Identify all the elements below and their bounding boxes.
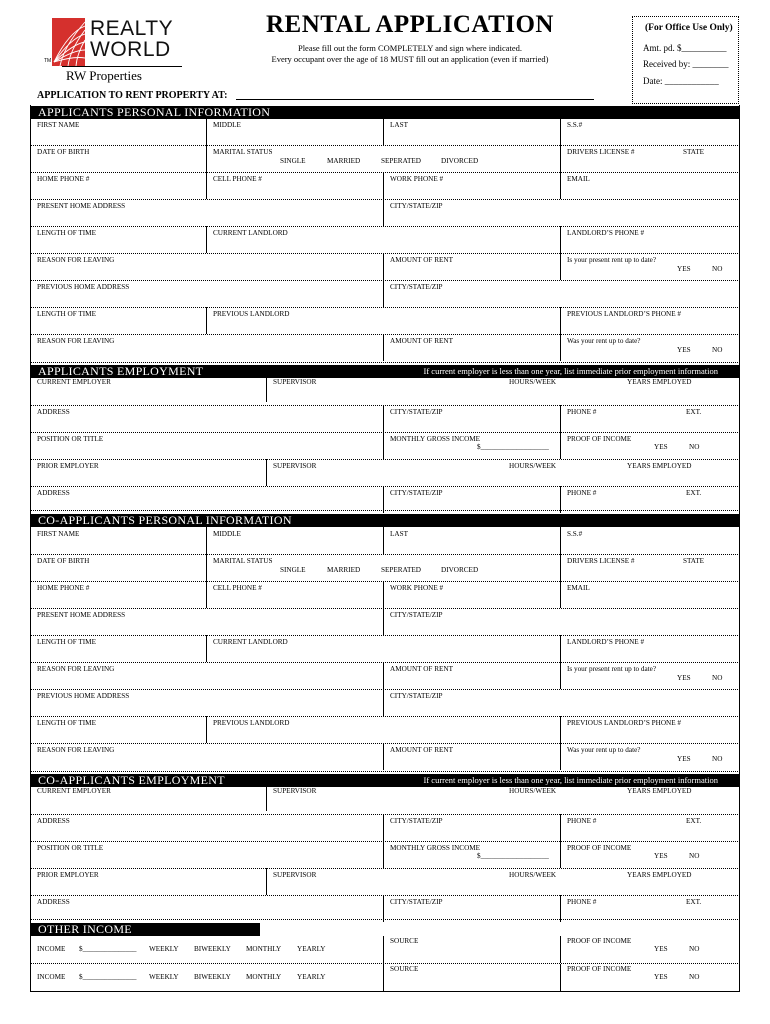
applicant-prev-reason-leaving-field[interactable]: REASON FOR LEAVING [37,337,115,345]
office-use-box [632,16,739,104]
applicant-prev-rent-no-option[interactable]: NO [712,346,723,354]
applicant-prev-amount-rent-field[interactable]: AMOUNT OF RENT [390,337,453,345]
property-address-field[interactable] [236,99,594,100]
row-divider [30,459,740,460]
applicant-marital-status-label: MARITAL STATUS [213,148,273,156]
applicant-divorced-option[interactable]: DIVORCED [441,157,479,165]
row-divider [30,253,740,254]
coapplicant-proof-income-label: PROOF OF INCOME [567,844,632,852]
coapplicant-prev-landlord-phone-field[interactable]: PREVIOUS LANDLORD’S PHONE # [567,719,682,727]
income-1-label: INCOME [37,945,66,953]
row-divider [30,716,740,717]
coapplicant-married-option[interactable]: MARRIED [327,566,361,574]
coapplicant-work-phone-field[interactable]: WORK PHONE # [390,584,444,592]
row-divider [30,963,740,964]
column-divider [560,936,561,963]
column-divider [383,841,384,868]
column-divider [560,253,561,280]
coapplicant-prior-years-field[interactable]: YEARS EMPLOYED [627,871,692,879]
column-divider [383,895,384,922]
coapplicant-prior-phone-field[interactable]: PHONE # [567,898,597,906]
row-divider [30,334,740,335]
row-divider [30,743,740,744]
column-divider [206,226,207,253]
column-divider [206,527,207,554]
coapplicant-hours-week-field[interactable]: HOURS/WEEK [509,787,557,795]
applicant-prev-landlord-phone-field[interactable]: PREVIOUS LANDLORD’S PHONE # [567,310,682,318]
applicant-proof-income-label: PROOF OF INCOME [567,435,632,443]
column-divider [206,716,207,743]
column-divider [560,118,561,145]
coapplicant-employment-header-title: CO-APPLICANTS EMPLOYMENT [38,773,225,787]
row-divider [30,771,740,772]
row-divider [30,635,740,636]
applicant-dob-field[interactable]: DATE OF BIRTH [37,148,90,156]
company-name: RW Properties [66,68,142,83]
coapplicant-personal-header [30,514,740,527]
coapplicant-prior-hours-field[interactable]: HOURS/WEEK [509,871,557,879]
income-2-weekly-option[interactable]: WEEKLY [149,973,179,981]
instructions-line-2: Every occupant over the age of 18 MUST fill out an application (even if married) [271,54,549,64]
logo-mark-icon [52,18,85,66]
row-divider [30,199,740,200]
coapplicant-present-city-field[interactable]: CITY/STATE/ZIP [390,611,443,619]
coapplicant-single-option[interactable]: SINGLE [280,566,306,574]
coapplicant-prev-rent-yes-option[interactable]: YES [677,755,691,763]
income-1-amount-field[interactable]: $_______________ [79,945,137,953]
application-form [30,105,740,992]
employment-note: If current employer is less than one year, list immediate prior employment information [423,775,718,785]
coapplicant-current-employer-field[interactable]: CURRENT EMPLOYER [37,787,111,795]
received-by-field[interactable]: Received by: ________ [643,59,729,69]
coapplicant-employment-header [30,774,740,787]
column-divider [560,895,561,922]
logo-line-1: REALTY [90,17,174,40]
coapplicant-present-address-field[interactable]: PRESENT HOME ADDRESS [37,611,126,619]
coapplicant-rent-up-to-date-label: Is your present rent up to date? [567,665,657,673]
applicant-license-field[interactable]: DRIVERS LICENSE # [567,148,635,156]
applicant-prior-years-field[interactable]: YEARS EMPLOYED [627,462,692,470]
coapplicant-personal-header-title: CO-APPLICANTS PERSONAL INFORMATION [38,513,292,527]
column-divider [383,743,384,770]
row-divider [30,814,740,815]
coapplicant-marital-status-label: MARITAL STATUS [213,557,273,565]
column-divider [560,662,561,689]
column-divider [560,307,561,334]
coapplicant-email-field[interactable]: EMAIL [567,584,590,592]
column-divider [266,868,267,895]
applicant-prior-supervisor-field[interactable]: SUPERVISOR [273,462,317,470]
employment-note: If current employer is less than one year, list immediate prior employment information [423,366,718,376]
row-divider [30,662,740,663]
income-2-monthly-option[interactable]: MONTHLY [246,973,282,981]
column-divider [560,432,561,459]
logo-wordmark [90,18,173,60]
applicant-last-name-field[interactable]: LAST [390,121,408,129]
coapplicant-previous-address-field[interactable]: PREVIOUS HOME ADDRESS [37,692,130,700]
other-income-header [30,923,260,936]
income-1-proof-label: PROOF OF INCOME [567,937,632,945]
row-divider [30,405,740,406]
coapplicant-employer-address-field[interactable]: ADDRESS [37,817,70,825]
column-divider [560,334,561,361]
coapplicant-proof-yes-option[interactable]: YES [654,852,668,860]
coapplicant-license-state-field[interactable]: STATE [683,557,704,565]
coapplicant-previous-landlord-field[interactable]: PREVIOUS LANDLORD [213,719,290,727]
coapplicant-landlord-phone-field[interactable]: LANDLORD’S PHONE # [567,638,645,646]
coapplicant-dob-field[interactable]: DATE OF BIRTH [37,557,90,565]
coapplicant-length-of-time-field[interactable]: LENGTH OF TIME [37,638,96,646]
income-1-proof-yes-option[interactable]: YES [654,945,668,953]
applicant-prior-phone-field[interactable]: PHONE # [567,489,597,497]
row-divider [30,226,740,227]
coapplicant-proof-no-option[interactable]: NO [689,852,700,860]
coapplicant-reason-leaving-field[interactable]: REASON FOR LEAVING [37,665,115,673]
applicant-home-phone-field[interactable]: HOME PHONE # [37,175,90,183]
applicant-length-of-time-field[interactable]: LENGTH OF TIME [37,229,96,237]
applicant-cell-phone-field[interactable]: CELL PHONE # [213,175,262,183]
applicant-current-employer-field[interactable]: CURRENT EMPLOYER [37,378,111,386]
applicant-employment-header [30,365,740,378]
income-2-yearly-option[interactable]: YEARLY [297,973,326,981]
coapplicant-prev-length-field[interactable]: LENGTH OF TIME [37,719,96,727]
applicant-prev-rent-yes-option[interactable]: YES [677,346,691,354]
coapplicant-monthly-income-field[interactable]: $___________________ [477,852,549,860]
column-divider [383,172,384,199]
row-divider [30,895,740,896]
column-divider [560,743,561,770]
column-divider [206,581,207,608]
coapplicant-prior-supervisor-field[interactable]: SUPERVISOR [273,871,317,879]
income-1-proof-no-option[interactable]: NO [689,945,700,953]
income-2-proof-label: PROOF OF INCOME [567,965,632,973]
applicant-reason-leaving-field[interactable]: REASON FOR LEAVING [37,256,115,264]
coapplicant-employer-ext-field[interactable]: EXT. [686,817,702,825]
applicant-present-address-field[interactable]: PRESENT HOME ADDRESS [37,202,126,210]
applicant-ssn-field[interactable]: S.S.# [567,121,583,129]
income-2-proof-no-option[interactable]: NO [689,973,700,981]
coapplicant-rent-yes-option[interactable]: YES [677,674,691,682]
coapplicant-prior-address-field[interactable]: ADDRESS [37,898,70,906]
applicant-first-name-field[interactable]: FIRST NAME [37,121,80,129]
income-2-amount-field[interactable]: $_______________ [79,973,137,981]
coapplicant-rent-no-option[interactable]: NO [712,674,723,682]
income-2-biweekly-option[interactable]: BIWEEKLY [194,973,231,981]
column-divider [560,405,561,432]
office-use-title: (For Office Use Only) [645,23,733,33]
column-divider [206,145,207,172]
applicant-email-field[interactable]: EMAIL [567,175,590,183]
applicant-present-city-field[interactable]: CITY/STATE/ZIP [390,202,443,210]
coapplicant-prior-employer-field[interactable]: PRIOR EMPLOYER [37,871,99,879]
column-divider [383,405,384,432]
applicant-monthly-income-label: MONTHLY GROSS INCOME [390,435,481,443]
column-divider [560,841,561,868]
instructions [230,43,590,65]
coapplicant-employer-phone-field[interactable]: PHONE # [567,817,597,825]
income-1-yearly-option[interactable]: YEARLY [297,945,326,953]
column-divider [383,280,384,307]
row-divider [30,868,740,869]
coapplicant-first-name-field[interactable]: FIRST NAME [37,530,80,538]
column-divider [560,964,561,991]
coapplicant-divorced-option[interactable]: DIVORCED [441,566,479,574]
applicant-previous-landlord-field[interactable]: PREVIOUS LANDLORD [213,310,290,318]
applicant-monthly-income-field[interactable]: $___________________ [477,443,549,451]
column-divider [383,527,384,554]
coapplicant-employer-city-field[interactable]: CITY/STATE/ZIP [390,817,443,825]
income-2-label: INCOME [37,973,66,981]
applicant-employer-address-field[interactable]: ADDRESS [37,408,70,416]
coapplicant-cell-phone-field[interactable]: CELL PHONE # [213,584,262,592]
applicant-rent-yes-option[interactable]: YES [677,265,691,273]
applicant-personal-header [30,106,740,119]
column-divider [560,226,561,253]
column-divider [383,199,384,226]
column-divider [383,118,384,145]
coapplicant-home-phone-field[interactable]: HOME PHONE # [37,584,90,592]
applicant-work-phone-field[interactable]: WORK PHONE # [390,175,444,183]
row-divider [30,280,740,281]
row-divider [30,486,740,487]
applicant-employer-city-field[interactable]: CITY/STATE/ZIP [390,408,443,416]
row-divider [30,145,740,146]
coapplicant-license-field[interactable]: DRIVERS LICENSE # [567,557,635,565]
column-divider [206,307,207,334]
applicant-prior-address-field[interactable]: ADDRESS [37,489,70,497]
applicant-position-field[interactable]: POSITION OR TITLE [37,435,104,443]
applicant-employment-header-title: APPLICANTS EMPLOYMENT [38,364,204,378]
row-divider [30,510,740,511]
office-date-field[interactable]: Date: ____________ [643,76,719,86]
applicant-years-employed-field[interactable]: YEARS EMPLOYED [627,378,692,386]
applicant-previous-city-field[interactable]: CITY/STATE/ZIP [390,283,443,291]
coapplicant-amount-rent-field[interactable]: AMOUNT OF RENT [390,665,453,673]
income-1-weekly-option[interactable]: WEEKLY [149,945,179,953]
column-divider [560,145,561,172]
applicant-amount-rent-field[interactable]: AMOUNT OF RENT [390,256,453,264]
coapplicant-prev-amount-rent-field[interactable]: AMOUNT OF RENT [390,746,453,754]
applicant-prior-employer-field[interactable]: PRIOR EMPLOYER [37,462,99,470]
amount-paid-field[interactable]: Amt. pd. $__________ [643,43,727,53]
row-divider [30,432,740,433]
column-divider [383,334,384,361]
applicant-married-option[interactable]: MARRIED [327,157,361,165]
applicant-prev-rent-up-to-date-label: Was your rent up to date? [567,337,641,345]
column-divider [206,118,207,145]
applicant-rent-no-option[interactable]: NO [712,265,723,273]
applicant-middle-name-field[interactable]: MIDDLE [213,121,241,129]
row-divider [30,307,740,308]
column-divider [560,554,561,581]
income-1-monthly-option[interactable]: MONTHLY [246,945,282,953]
row-divider [30,554,740,555]
income-1-source-field[interactable]: SOURCE [390,937,419,945]
applicant-current-landlord-field[interactable]: CURRENT LANDLORD [213,229,288,237]
applicant-license-state-field[interactable]: STATE [683,148,704,156]
coapplicant-prev-reason-leaving-field[interactable]: REASON FOR LEAVING [37,746,115,754]
coapplicant-ssn-field[interactable]: S.S.# [567,530,583,538]
applicant-separated-option[interactable]: SEPERATED [381,157,421,165]
column-divider [383,964,384,991]
row-divider [30,689,740,690]
coapplicant-prior-ext-field[interactable]: EXT. [686,898,702,906]
logo-line-2: WORLD [90,38,171,61]
applicant-rent-up-to-date-label: Is your present rent up to date? [567,256,657,264]
row-divider [30,919,740,920]
property-label: APPLICATION TO RENT PROPERTY AT: [37,90,228,101]
applicant-proof-yes-option[interactable]: YES [654,443,668,451]
coapplicant-current-landlord-field[interactable]: CURRENT LANDLORD [213,638,288,646]
column-divider [266,787,267,811]
coapplicant-position-field[interactable]: POSITION OR TITLE [37,844,104,852]
row-divider [30,608,740,609]
applicant-prior-hours-field[interactable]: HOURS/WEEK [509,462,557,470]
applicant-supervisor-field[interactable]: SUPERVISOR [273,378,317,386]
coapplicant-prev-rent-no-option[interactable]: NO [712,755,723,763]
column-divider [560,486,561,513]
coapplicant-prev-rent-up-to-date-label: Was your rent up to date? [567,746,641,754]
income-1-biweekly-option[interactable]: BIWEEKLY [194,945,231,953]
applicant-prior-ext-field[interactable]: EXT. [686,489,702,497]
other-income-header-title: OTHER INCOME [38,922,132,936]
income-2-proof-yes-option[interactable]: YES [654,973,668,981]
column-divider [206,172,207,199]
coapplicant-separated-option[interactable]: SEPERATED [381,566,421,574]
column-divider [383,814,384,841]
row-divider [30,841,740,842]
column-divider [383,689,384,716]
column-divider [560,581,561,608]
trademark-mark: TM [44,58,52,64]
column-divider [560,527,561,554]
column-divider [560,716,561,743]
column-divider [560,814,561,841]
column-divider [266,378,267,402]
column-divider [383,608,384,635]
coapplicant-monthly-income-label: MONTHLY GROSS INCOME [390,844,481,852]
coapplicant-middle-name-field[interactable]: MIDDLE [213,530,241,538]
column-divider [206,554,207,581]
column-divider [560,635,561,662]
applicant-proof-no-option[interactable]: NO [689,443,700,451]
applicant-landlord-phone-field[interactable]: LANDLORD’S PHONE # [567,229,645,237]
coapplicant-supervisor-field[interactable]: SUPERVISOR [273,787,317,795]
coapplicant-years-employed-field[interactable]: YEARS EMPLOYED [627,787,692,795]
applicant-hours-week-field[interactable]: HOURS/WEEK [509,378,557,386]
coapplicant-prior-city-field[interactable]: CITY/STATE/ZIP [390,898,443,906]
column-divider [560,172,561,199]
applicant-previous-address-field[interactable]: PREVIOUS HOME ADDRESS [37,283,130,291]
coapplicant-previous-city-field[interactable]: CITY/STATE/ZIP [390,692,443,700]
applicant-employer-phone-field[interactable]: PHONE # [567,408,597,416]
row-divider [30,362,740,363]
income-2-source-field[interactable]: SOURCE [390,965,419,973]
applicant-employer-ext-field[interactable]: EXT. [686,408,702,416]
column-divider [383,253,384,280]
column-divider [383,432,384,459]
instructions-line-1: Please fill out the form COMPLETELY and sign where indicated. [297,43,523,53]
applicant-prior-city-field[interactable]: CITY/STATE/ZIP [390,489,443,497]
page-title: RENTAL APPLICATION [266,11,554,38]
column-divider [383,581,384,608]
applicant-single-option[interactable]: SINGLE [280,157,306,165]
logo-divider [62,66,182,67]
realty-world-logo [44,17,187,70]
row-divider [30,581,740,582]
row-divider [30,172,740,173]
column-divider [383,936,384,963]
applicant-personal-header-title: APPLICANTS PERSONAL INFORMATION [38,105,271,119]
column-divider [383,486,384,513]
column-divider [206,635,207,662]
column-divider [383,662,384,689]
applicant-prev-length-field[interactable]: LENGTH OF TIME [37,310,96,318]
coapplicant-last-name-field[interactable]: LAST [390,530,408,538]
column-divider [266,459,267,486]
